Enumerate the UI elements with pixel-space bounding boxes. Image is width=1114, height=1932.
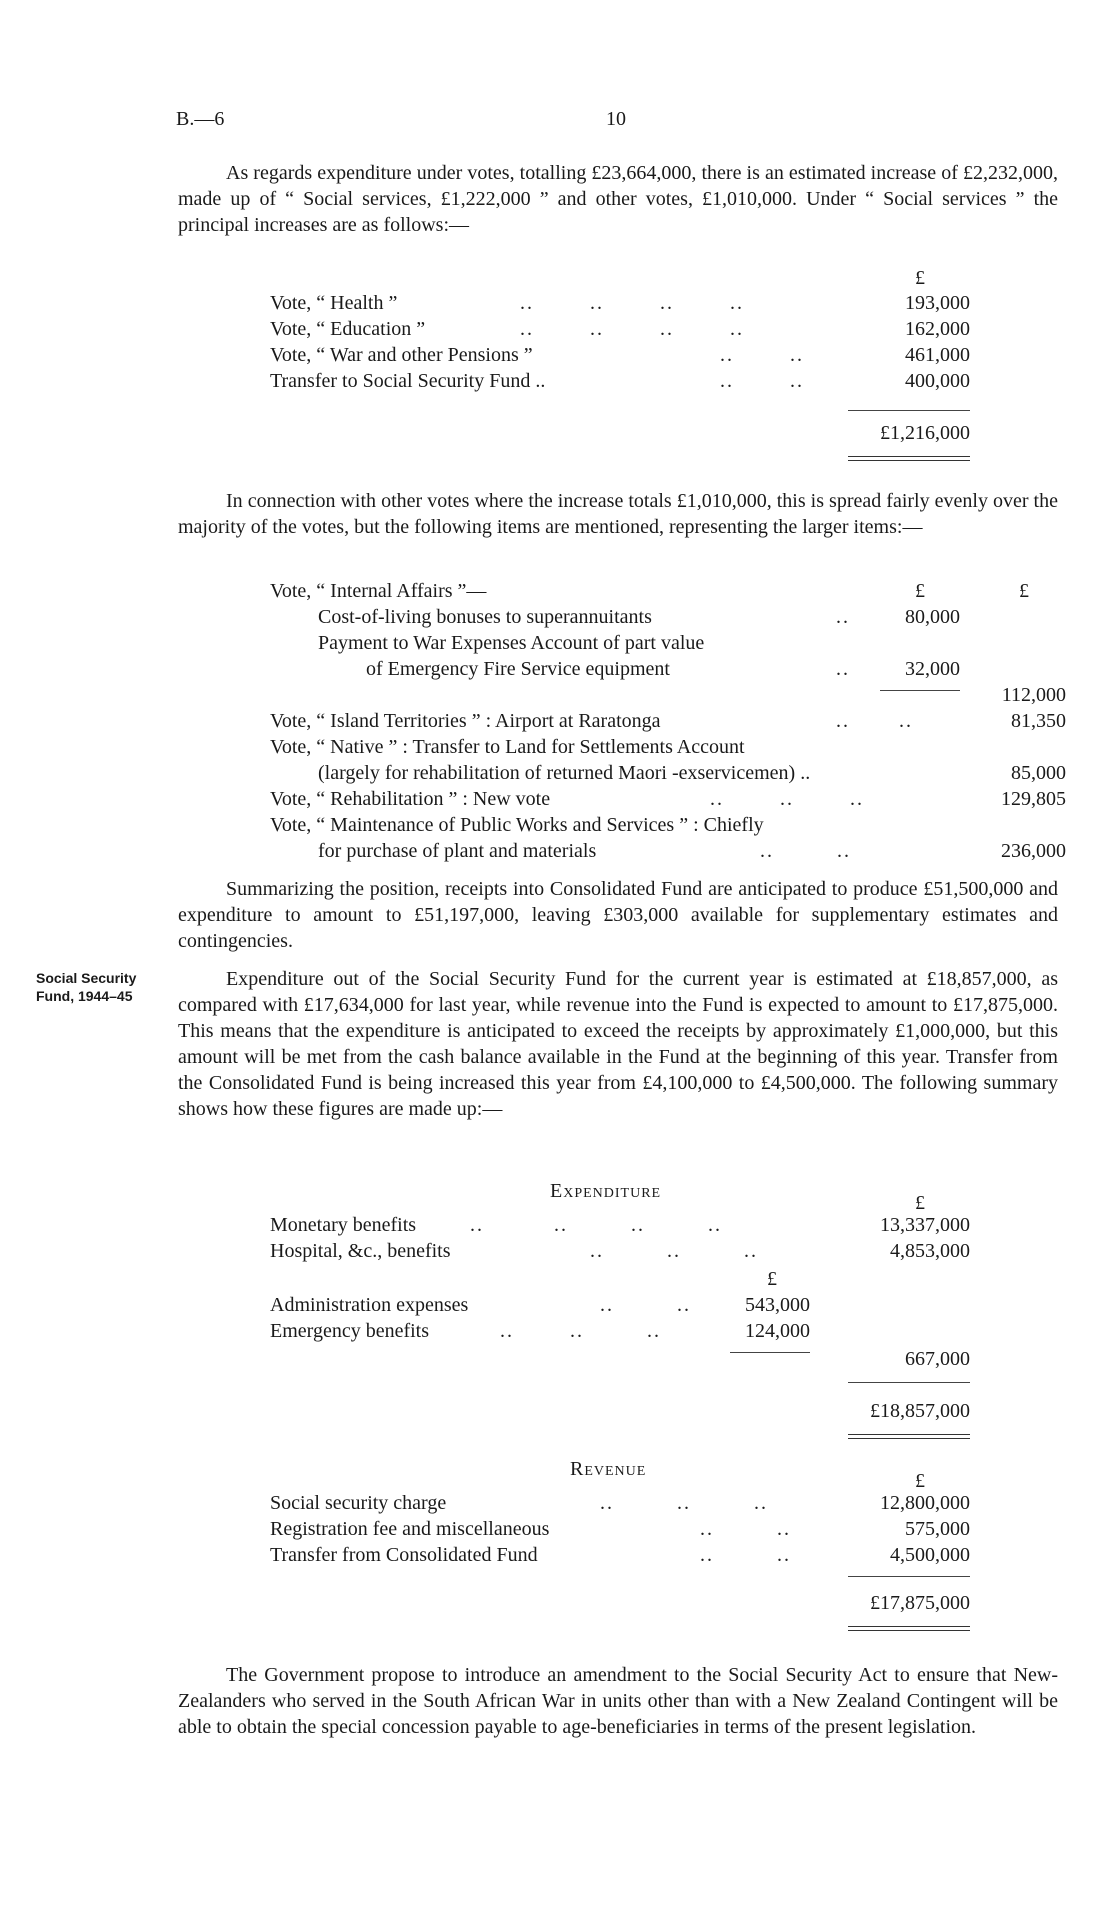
table-row-label: Vote, “ Internal Affairs ”— — [270, 580, 487, 602]
table-row-amount: 575,000 — [905, 1518, 970, 1540]
paragraph-amendment: The Government propose to introduce an amendment to the Social Security Act to ensure that New-Zealanders who served in the South African War in units other than with a New Zealand Contingent will be able to obtain the special concession payable to age-beneficiaries in terms of the present legislation. — [178, 1664, 1058, 1738]
currency-header: £ — [915, 1192, 925, 1214]
table-row-label: Transfer to Social Security Fund .. — [270, 370, 546, 392]
sum-rule — [848, 1576, 970, 1577]
table-row-label: Social security charge — [270, 1492, 447, 1514]
sum-rule — [848, 1382, 970, 1383]
table-row-label: of Emergency Fire Service equipment — [366, 658, 670, 680]
table-row-label: Vote, “ Rehabilitation ” : New vote — [270, 788, 551, 810]
table-row-label: for purchase of plant and materials — [318, 840, 597, 862]
table-row-amount: 236,000 — [1001, 840, 1066, 862]
table-row-amount: 12,800,000 — [880, 1492, 970, 1514]
table-row-amount: 461,000 — [905, 344, 970, 366]
section-heading: Expenditure — [550, 1180, 662, 1202]
double-rule — [848, 456, 970, 461]
table-row-label: Vote, “ Island Territories ” : Airport at Raratonga — [270, 710, 661, 732]
table-row-label: Payment to War Expenses Account of part value — [318, 632, 705, 654]
table-row-amount: 4,500,000 — [890, 1544, 970, 1566]
table-row-label: Vote, “ Maintenance of Public Works and Services ” : Chiefly — [270, 814, 764, 836]
table-row-label: Vote, “ Education ” — [270, 318, 426, 340]
leader-dots: .. .. — [720, 370, 804, 392]
table-row-label: Administration expenses — [270, 1294, 469, 1316]
paragraph-expenditure-votes: As regards expenditure under votes, totalling £23,664,000, there is an estimated increase of £2,232,000, made up of “ Social services, £1,222,000 ” and other votes, £1,010,000. Under “ Social services ” the principal increases are as follows:— — [178, 162, 1058, 236]
leader-dots: .. .. — [760, 840, 851, 862]
paragraph-social-security-fund: Expenditure out of the Social Security Fund for the current year is estimated at £18,857,000, as compared with £17,634,000 for last year, while revenue into the Fund is expected to amount to £17,875,000. This means that the expenditure is anticipated to exceed the receipts by approximately £1,000,000, but this amount will be met from the cash balance available in the Fund at the beginning of this year. Transfer from the Consolidated Fund is being increased this year from £4,100,000 to £4,500,000. The following summary shows how these figures are made up:— — [178, 968, 1058, 1120]
table-row-label: Transfer from Consolidated Fund — [270, 1544, 538, 1566]
leader-dots: .. .. .. — [600, 1492, 768, 1514]
margin-note-line: Fund, 1944–45 — [36, 988, 133, 1004]
table-row-label: Hospital, &c., benefits — [270, 1240, 451, 1262]
table-row-label: Vote, “ War and other Pensions ” — [270, 344, 533, 366]
leader-dots: .. — [836, 606, 850, 628]
currency-header: £ — [1019, 580, 1029, 602]
currency-header: £ — [767, 1268, 777, 1290]
table-row-amount: 543,000 — [745, 1294, 810, 1316]
paragraph-summary: Summarizing the position, receipts into Consolidated Fund are anticipated to produce £51,500,000 and expenditure to amount to £51,197,000, leaving £303,000 available for supplementary estimates and contingencies. — [178, 878, 1058, 952]
table-row-amount: 124,000 — [745, 1320, 810, 1342]
table-row-amount: 4,853,000 — [890, 1240, 970, 1262]
currency-header: £ — [915, 1470, 925, 1492]
table-row-label: Emergency benefits — [270, 1320, 430, 1342]
table-row-amount: 80,000 — [905, 606, 960, 628]
leader-dots: .. .. .. — [590, 1240, 758, 1262]
table-row-amount: 129,805 — [1001, 788, 1066, 810]
table-row-label: Cost-of-living bonuses to superannuitants — [318, 606, 652, 628]
sum-rule — [848, 410, 970, 411]
double-rule — [848, 1434, 970, 1439]
table-row-amount: 193,000 — [905, 292, 970, 314]
leader-dots: .. .. .. .. — [520, 292, 744, 314]
table-row-amount: 400,000 — [905, 370, 970, 392]
paragraph-other-votes: In connection with other votes where the increase totals £1,010,000, this is spread fairly evenly over the majority of the votes, but the following items are mentioned, representing the larger items:— — [178, 490, 1058, 538]
table-total: £18,857,000 — [870, 1400, 970, 1422]
leader-dots: .. .. — [720, 344, 804, 366]
leader-dots: .. — [836, 658, 850, 680]
table-row-label: Vote, “ Health ” — [270, 292, 398, 314]
leader-dots: .. .. .. .. — [520, 318, 744, 340]
currency-header: £ — [915, 267, 925, 289]
leader-dots: .. .. — [700, 1544, 791, 1566]
document-reference: B.—6 — [176, 108, 225, 130]
leader-dots: .. .. .. — [710, 788, 864, 810]
table-row-label: Monetary benefits — [270, 1214, 417, 1236]
table-row-amount: 13,337,000 — [880, 1214, 970, 1236]
leader-dots: .. .. — [600, 1294, 691, 1316]
table-row-amount: 32,000 — [905, 658, 960, 680]
table-subtotal: 112,000 — [1001, 684, 1066, 706]
table-row-amount: 81,350 — [1011, 710, 1066, 732]
table-row-amount: 162,000 — [905, 318, 970, 340]
table-row-label: Vote, “ Native ” : Transfer to Land for Settlements Account — [270, 736, 745, 758]
double-rule — [848, 1626, 970, 1631]
sum-rule — [730, 1352, 810, 1353]
leader-dots: .. .. — [836, 710, 913, 732]
table-row-label: Registration fee and miscellaneous — [270, 1518, 550, 1540]
section-heading: Revenue — [570, 1458, 647, 1480]
page-number: 10 — [606, 108, 626, 130]
table-total: £1,216,000 — [880, 422, 970, 444]
table-row-amount: 85,000 — [1011, 762, 1066, 784]
margin-note — [36, 969, 166, 1005]
margin-note-line: Social Security — [36, 970, 137, 986]
sum-rule — [880, 690, 960, 691]
leader-dots: .. .. — [700, 1518, 791, 1540]
table-subtotal: 667,000 — [905, 1348, 970, 1370]
table-row-label: (largely for rehabilitation of returned Maori -exservicemen) .. — [318, 762, 811, 784]
leader-dots: .. .. .. — [500, 1320, 661, 1342]
table-total: £17,875,000 — [870, 1592, 970, 1614]
leader-dots: .. .. .. .. — [470, 1214, 722, 1236]
currency-header: £ — [915, 580, 925, 602]
